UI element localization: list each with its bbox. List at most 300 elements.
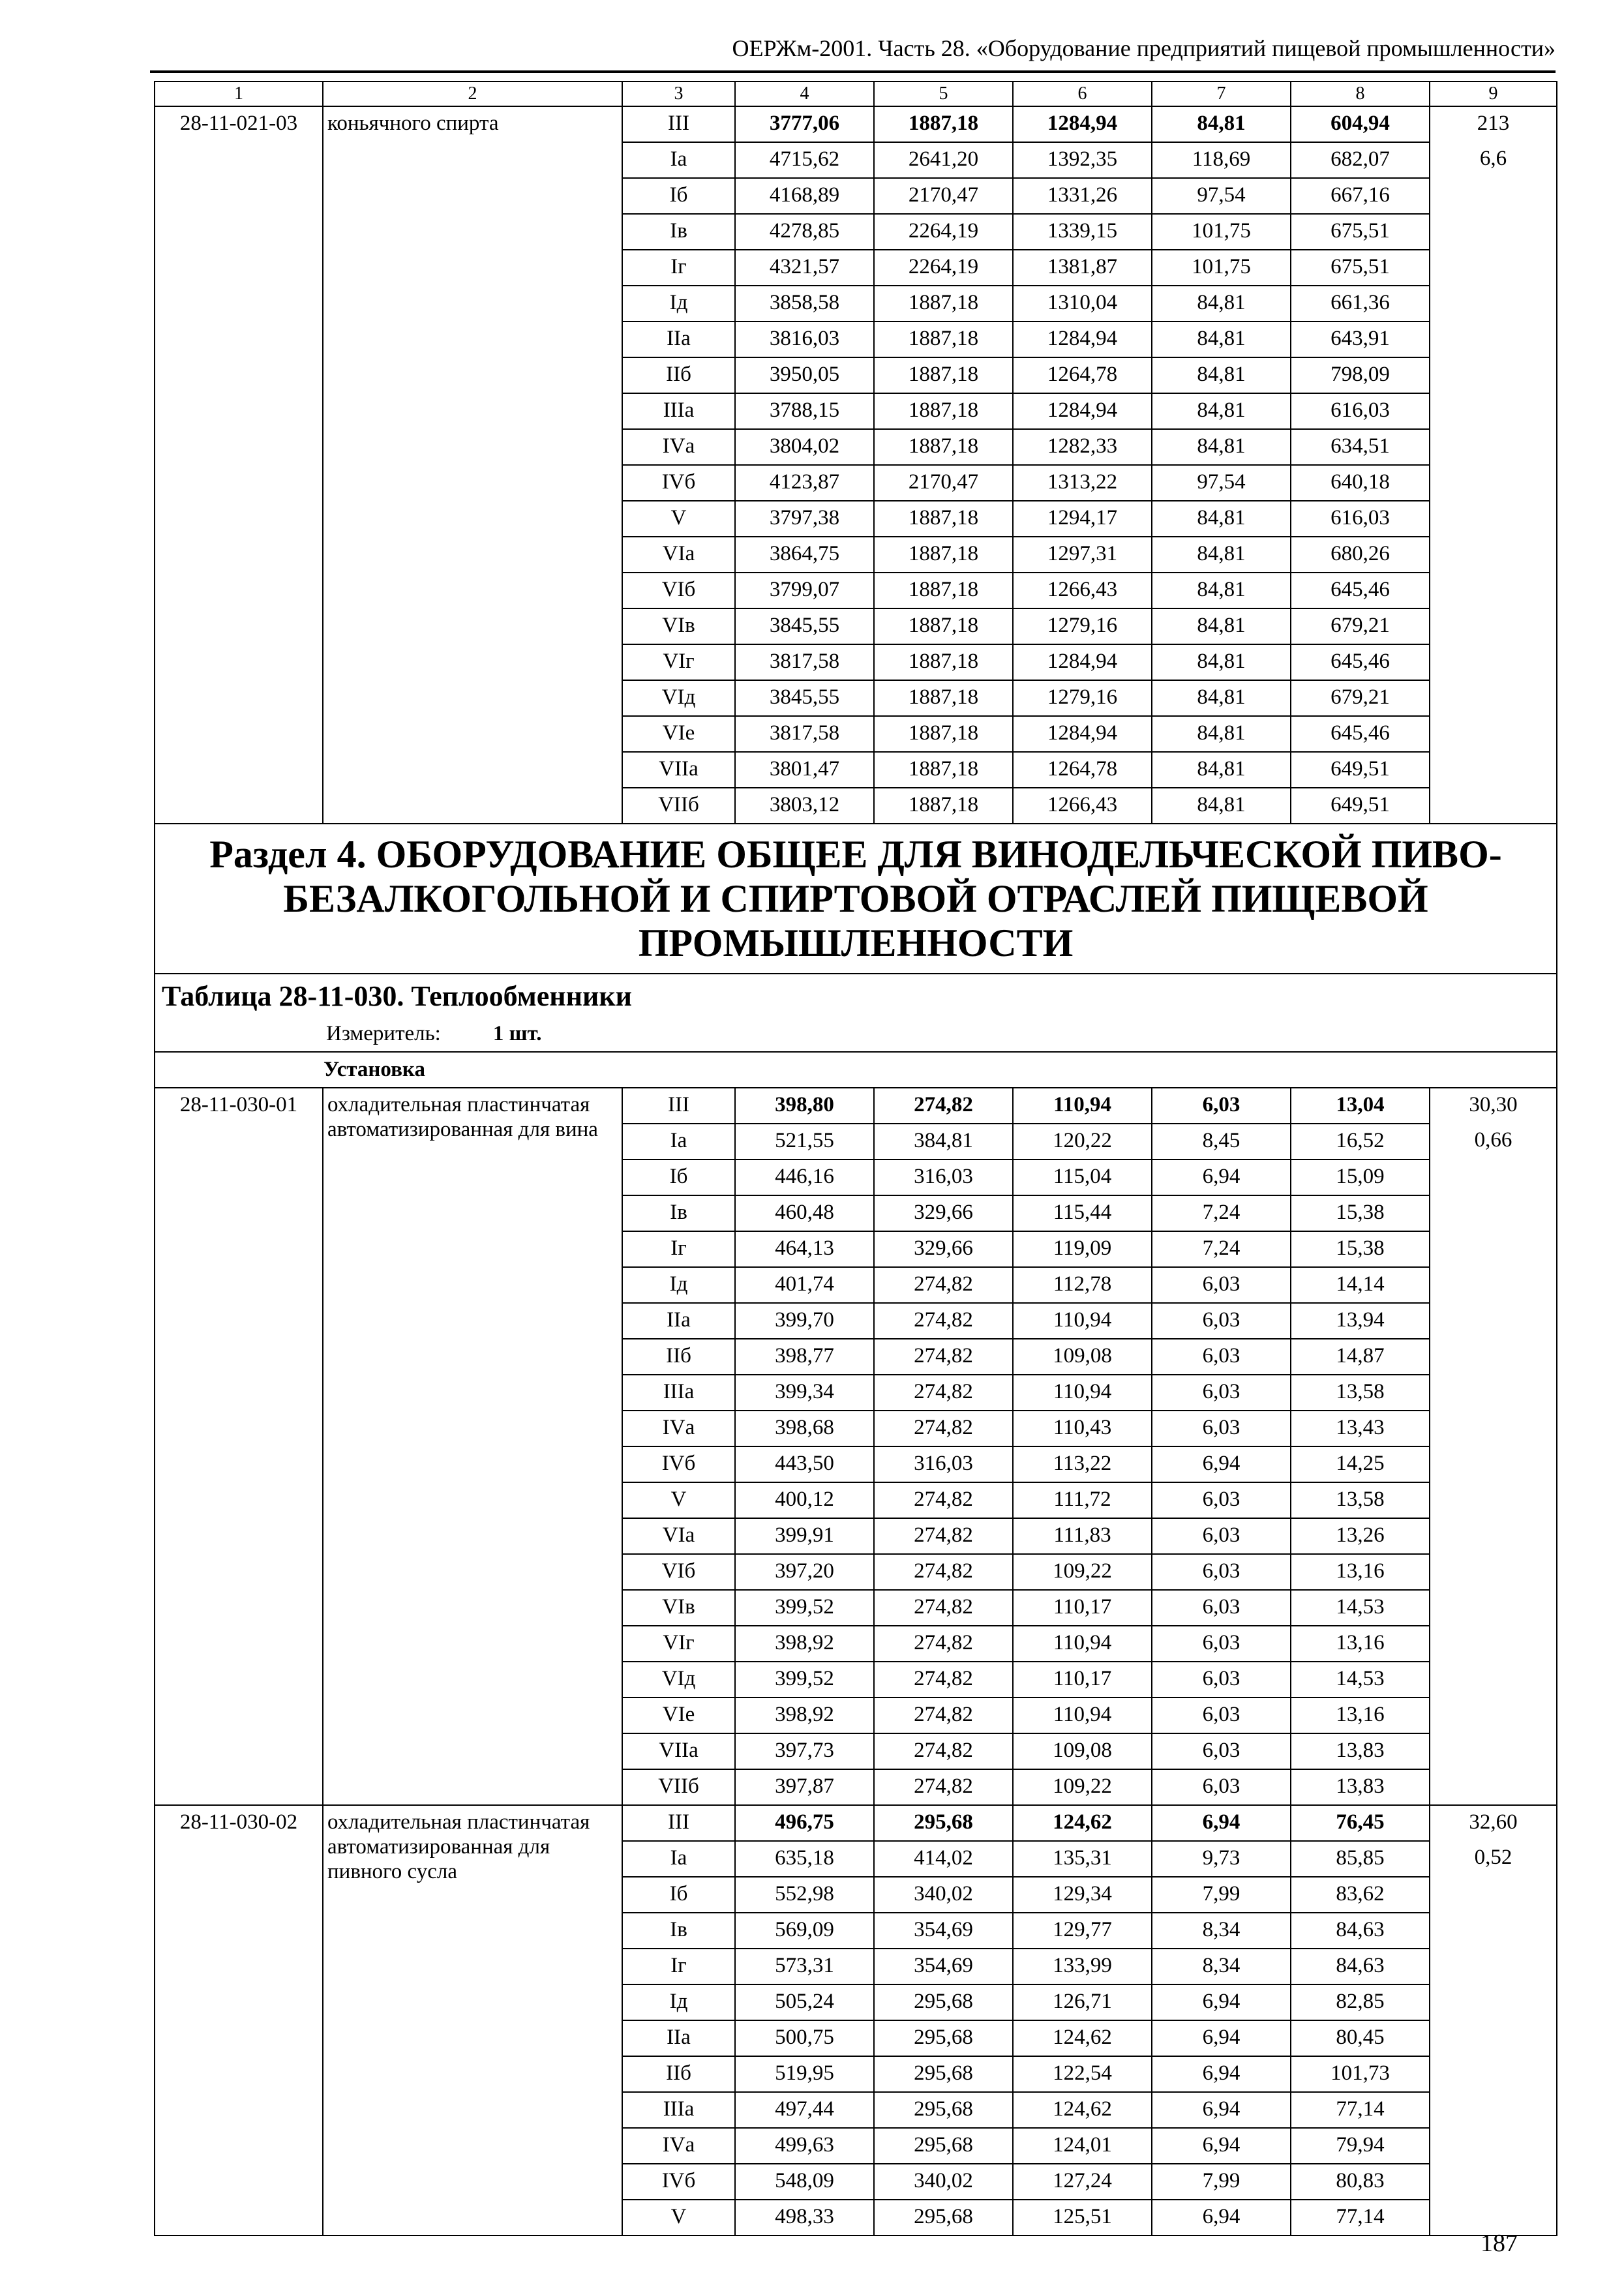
value-cell: 13,43: [1291, 1411, 1430, 1446]
value-cell: 129,34: [1013, 1877, 1152, 1913]
value-cell: 798,09: [1291, 357, 1430, 393]
empty-cell: [1430, 2056, 1557, 2092]
value-cell: 398,92: [735, 1698, 874, 1733]
value-cell: 329,66: [874, 1195, 1013, 1231]
value-cell: 101,73: [1291, 2056, 1430, 2092]
value-cell: 1887,18: [874, 322, 1013, 357]
zone-cell: VIд: [622, 680, 735, 716]
value-cell: 124,01: [1013, 2128, 1152, 2164]
value-cell: 274,82: [874, 1662, 1013, 1698]
header-rule: [150, 70, 1556, 73]
value-cell: 84,81: [1152, 393, 1291, 429]
value-cell: 9,73: [1152, 1841, 1291, 1877]
zone-cell: Iг: [622, 250, 735, 286]
value-cell: 6,03: [1152, 1088, 1291, 1124]
value-cell: 399,34: [735, 1375, 874, 1411]
column-number: 8: [1291, 82, 1430, 106]
zone-cell: V: [622, 501, 735, 537]
value-cell: 6,94: [1152, 2200, 1291, 2236]
value-cell: 6,03: [1152, 1733, 1291, 1769]
value-cell: 2264,19: [874, 250, 1013, 286]
value-cell: 110,17: [1013, 1590, 1152, 1626]
value-cell: 1284,94: [1013, 322, 1152, 357]
empty-cell: [155, 2128, 323, 2164]
value-cell: 274,82: [874, 1088, 1013, 1124]
value-cell: 2641,20: [874, 142, 1013, 178]
zone-cell: IIIа: [622, 2092, 735, 2128]
zone-cell: VIг: [622, 644, 735, 680]
value-cell: 1310,04: [1013, 286, 1152, 322]
section-row: [155, 824, 1557, 974]
empty-cell: [1430, 752, 1557, 788]
value-cell: 101,75: [1152, 250, 1291, 286]
value-cell: 126,71: [1013, 1984, 1152, 2020]
value-cell: 6,94: [1152, 2056, 1291, 2092]
empty-cell: [1430, 644, 1557, 680]
value-cell: 274,82: [874, 1590, 1013, 1626]
value-cell: 119,09: [1013, 1231, 1152, 1267]
empty-cell: [1430, 214, 1557, 250]
empty-cell: [155, 1698, 323, 1733]
value-cell: 110,94: [1013, 1088, 1152, 1124]
zone-cell: VIа: [622, 537, 735, 573]
value-cell: 77,14: [1291, 2092, 1430, 2128]
empty-cell: [155, 1949, 323, 1984]
table-row: [155, 1088, 1557, 1124]
value-cell: 124,62: [1013, 2020, 1152, 2056]
value-cell: 6,94: [1152, 2020, 1291, 2056]
value-cell: 460,48: [735, 1195, 874, 1231]
value-cell: 446,16: [735, 1159, 874, 1195]
section-title: Раздел 4. ОБОРУДОВАНИЕ ОБЩЕЕ ДЛЯ ВИНОДЕЛЬЧЕСКОЙ ПИВО-БЕЗАЛКОГОЛЬНОЙ И СПИРТОВОЙ ОТРАСЛЕЙ ПИЩЕВОЙ ПРОМЫШЛЕННОСТИ: [155, 824, 1557, 974]
value-cell: 3777,06: [735, 106, 874, 142]
table-body: [155, 82, 1557, 2236]
value-cell: 84,81: [1152, 608, 1291, 644]
value-cell: 397,20: [735, 1554, 874, 1590]
value-cell: 1284,94: [1013, 393, 1152, 429]
zone-cell: VIа: [622, 1518, 735, 1554]
zone-cell: Iа: [622, 142, 735, 178]
value-cell: 400,12: [735, 1482, 874, 1518]
col9-second: 6,6: [1430, 142, 1557, 178]
value-cell: 6,03: [1152, 1590, 1291, 1626]
empty-cell: [155, 1841, 323, 1877]
value-cell: 274,82: [874, 1375, 1013, 1411]
empty-cell: [1430, 1482, 1557, 1518]
value-cell: 6,03: [1152, 1267, 1291, 1303]
value-cell: 6,94: [1152, 1805, 1291, 1841]
value-cell: 1887,18: [874, 608, 1013, 644]
value-cell: 1279,16: [1013, 680, 1152, 716]
value-cell: 573,31: [735, 1949, 874, 1984]
value-cell: 84,81: [1152, 680, 1291, 716]
work-name: коньячного спирта: [323, 106, 622, 824]
value-cell: 111,72: [1013, 1482, 1152, 1518]
zone-cell: III: [622, 1088, 735, 1124]
col9-top: 32,60: [1430, 1805, 1557, 1841]
empty-cell: [155, 2092, 323, 2128]
empty-cell: [155, 501, 323, 537]
empty-cell: [1430, 2164, 1557, 2200]
value-cell: 6,03: [1152, 1411, 1291, 1446]
value-cell: 82,85: [1291, 1984, 1430, 2020]
empty-cell: [1430, 2092, 1557, 2128]
value-cell: 6,94: [1152, 1446, 1291, 1482]
value-cell: 15,38: [1291, 1195, 1430, 1231]
column-number: 6: [1013, 82, 1152, 106]
table-title-row: [155, 974, 1557, 1016]
value-cell: 125,51: [1013, 2200, 1152, 2236]
measure-value: 1 шт.: [492, 1022, 542, 1045]
value-cell: 84,81: [1152, 752, 1291, 788]
empty-cell: [1430, 250, 1557, 286]
value-cell: 124,62: [1013, 2092, 1152, 2128]
value-cell: 3788,15: [735, 393, 874, 429]
empty-cell: [1430, 788, 1557, 824]
value-cell: 101,75: [1152, 214, 1291, 250]
value-cell: 498,33: [735, 2200, 874, 2236]
zone-cell: IVа: [622, 2128, 735, 2164]
empty-cell: [1430, 537, 1557, 573]
zone-cell: Iг: [622, 1231, 735, 1267]
value-cell: 8,34: [1152, 1913, 1291, 1949]
value-cell: 295,68: [874, 1805, 1013, 1841]
empty-cell: [155, 1195, 323, 1231]
zone-cell: Iб: [622, 1877, 735, 1913]
value-cell: 295,68: [874, 2200, 1013, 2236]
value-cell: 397,73: [735, 1733, 874, 1769]
zone-cell: V: [622, 1482, 735, 1518]
value-cell: 84,81: [1152, 644, 1291, 680]
value-cell: 667,16: [1291, 178, 1430, 214]
value-cell: 1887,18: [874, 429, 1013, 465]
value-cell: 6,03: [1152, 1303, 1291, 1339]
table-title: Таблица 28-11-030. Теплообменники: [155, 974, 1557, 1016]
empty-cell: [1430, 1195, 1557, 1231]
value-cell: 649,51: [1291, 752, 1430, 788]
value-cell: 15,09: [1291, 1159, 1430, 1195]
value-cell: 6,94: [1152, 2092, 1291, 2128]
value-cell: 109,08: [1013, 1733, 1152, 1769]
value-cell: 6,94: [1152, 1984, 1291, 2020]
empty-cell: [155, 2056, 323, 2092]
empty-cell: [1430, 1662, 1557, 1698]
value-cell: 97,54: [1152, 465, 1291, 501]
value-cell: 3845,55: [735, 608, 874, 644]
value-cell: 340,02: [874, 2164, 1013, 2200]
zone-cell: Iа: [622, 1124, 735, 1159]
value-cell: 3803,12: [735, 788, 874, 824]
value-cell: 4321,57: [735, 250, 874, 286]
value-cell: 316,03: [874, 1159, 1013, 1195]
value-cell: 1331,26: [1013, 178, 1152, 214]
value-cell: 6,03: [1152, 1626, 1291, 1662]
value-cell: 109,08: [1013, 1339, 1152, 1375]
value-cell: 110,94: [1013, 1698, 1152, 1733]
value-cell: 109,22: [1013, 1554, 1152, 1590]
value-cell: 1887,18: [874, 106, 1013, 142]
value-cell: 354,69: [874, 1949, 1013, 1984]
value-cell: 1339,15: [1013, 214, 1152, 250]
empty-cell: [155, 1267, 323, 1303]
table-row: [155, 106, 1557, 142]
empty-cell: [155, 1411, 323, 1446]
value-cell: 80,83: [1291, 2164, 1430, 2200]
zone-cell: Iб: [622, 178, 735, 214]
value-cell: 6,03: [1152, 1482, 1291, 1518]
value-cell: 398,68: [735, 1411, 874, 1446]
value-cell: 1284,94: [1013, 644, 1152, 680]
zone-cell: Iд: [622, 286, 735, 322]
value-cell: 274,82: [874, 1554, 1013, 1590]
value-cell: 8,34: [1152, 1949, 1291, 1984]
value-cell: 274,82: [874, 1626, 1013, 1662]
value-cell: 7,99: [1152, 1877, 1291, 1913]
empty-cell: [155, 1375, 323, 1411]
value-cell: 1887,18: [874, 357, 1013, 393]
subheading-row: [155, 1052, 1557, 1088]
empty-cell: [155, 1446, 323, 1482]
value-cell: 13,26: [1291, 1518, 1430, 1554]
value-cell: 1887,18: [874, 644, 1013, 680]
empty-cell: [1430, 1339, 1557, 1375]
value-cell: 6,94: [1152, 1159, 1291, 1195]
value-cell: 13,58: [1291, 1375, 1430, 1411]
value-cell: 129,77: [1013, 1913, 1152, 1949]
col9-top: 30,30: [1430, 1088, 1557, 1124]
empty-cell: [155, 1554, 323, 1590]
value-cell: 1264,78: [1013, 357, 1152, 393]
column-number: 2: [323, 82, 622, 106]
value-cell: 84,81: [1152, 357, 1291, 393]
value-cell: 16,52: [1291, 1124, 1430, 1159]
zone-cell: IIб: [622, 357, 735, 393]
empty-cell: [1430, 573, 1557, 608]
value-cell: 13,16: [1291, 1554, 1430, 1590]
value-cell: 1284,94: [1013, 716, 1152, 752]
value-cell: 7,24: [1152, 1195, 1291, 1231]
value-cell: 1887,18: [874, 752, 1013, 788]
zone-cell: III: [622, 1805, 735, 1841]
empty-cell: [1430, 322, 1557, 357]
value-cell: 519,95: [735, 2056, 874, 2092]
value-cell: 113,22: [1013, 1446, 1152, 1482]
value-cell: 115,04: [1013, 1159, 1152, 1195]
zone-cell: VIIа: [622, 752, 735, 788]
value-cell: 84,63: [1291, 1913, 1430, 1949]
value-cell: 3804,02: [735, 429, 874, 465]
value-cell: 2170,47: [874, 178, 1013, 214]
value-cell: 84,81: [1152, 429, 1291, 465]
value-cell: 640,18: [1291, 465, 1430, 501]
col9-top: 213: [1430, 106, 1557, 142]
empty-cell: [1430, 429, 1557, 465]
value-cell: 340,02: [874, 1877, 1013, 1913]
value-cell: 110,17: [1013, 1662, 1152, 1698]
zone-cell: VIд: [622, 1662, 735, 1698]
value-cell: 14,14: [1291, 1267, 1430, 1303]
empty-cell: [1430, 1877, 1557, 1913]
value-cell: 3797,38: [735, 501, 874, 537]
value-cell: 1887,18: [874, 788, 1013, 824]
column-number: 5: [874, 82, 1013, 106]
value-cell: 7,99: [1152, 2164, 1291, 2200]
value-cell: 77,14: [1291, 2200, 1430, 2236]
table-row: [155, 1805, 1557, 1841]
zone-cell: VIб: [622, 573, 735, 608]
value-cell: 1264,78: [1013, 752, 1152, 788]
empty-cell: [155, 1913, 323, 1949]
zone-cell: VIIа: [622, 1733, 735, 1769]
empty-cell: [1430, 501, 1557, 537]
zone-cell: VIб: [622, 1554, 735, 1590]
value-cell: 1887,18: [874, 501, 1013, 537]
value-cell: 548,09: [735, 2164, 874, 2200]
empty-cell: [155, 357, 323, 393]
value-cell: 645,46: [1291, 716, 1430, 752]
value-cell: 399,70: [735, 1303, 874, 1339]
empty-cell: [155, 752, 323, 788]
empty-cell: [155, 1662, 323, 1698]
value-cell: 399,91: [735, 1518, 874, 1554]
value-cell: 14,25: [1291, 1446, 1430, 1482]
value-cell: 675,51: [1291, 214, 1430, 250]
value-cell: 1284,94: [1013, 106, 1152, 142]
zone-cell: VIе: [622, 716, 735, 752]
value-cell: 110,94: [1013, 1303, 1152, 1339]
value-cell: 84,63: [1291, 1949, 1430, 1984]
value-cell: 1887,18: [874, 537, 1013, 573]
zone-cell: Iг: [622, 1949, 735, 1984]
value-cell: 661,36: [1291, 286, 1430, 322]
empty-cell: [1430, 1375, 1557, 1411]
value-cell: 84,81: [1152, 573, 1291, 608]
page-number: 187: [1481, 2230, 1518, 2257]
value-cell: 1887,18: [874, 573, 1013, 608]
value-cell: 680,26: [1291, 537, 1430, 573]
work-name: охладительная пластинчатая автоматизированная для вина: [323, 1088, 622, 1805]
empty-cell: [155, 2200, 323, 2236]
rates-table: [154, 81, 1557, 2236]
value-cell: 604,94: [1291, 106, 1430, 142]
value-cell: 14,87: [1291, 1339, 1430, 1375]
measure-label: Измеритель:: [326, 1022, 441, 1045]
value-cell: 643,91: [1291, 322, 1430, 357]
value-cell: 295,68: [874, 2056, 1013, 2092]
empty-cell: [1430, 357, 1557, 393]
empty-cell: [155, 214, 323, 250]
value-cell: 3864,75: [735, 537, 874, 573]
empty-cell: [155, 1518, 323, 1554]
value-cell: 118,69: [1152, 142, 1291, 178]
value-cell: 13,04: [1291, 1088, 1430, 1124]
value-cell: 443,50: [735, 1446, 874, 1482]
value-cell: 505,24: [735, 1984, 874, 2020]
empty-cell: [1430, 286, 1557, 322]
empty-cell: [1430, 1698, 1557, 1733]
value-cell: 499,63: [735, 2128, 874, 2164]
value-cell: 127,24: [1013, 2164, 1152, 2200]
empty-cell: [155, 142, 323, 178]
value-cell: 3817,58: [735, 716, 874, 752]
value-cell: 135,31: [1013, 1841, 1152, 1877]
zone-cell: VIв: [622, 608, 735, 644]
empty-cell: [155, 680, 323, 716]
value-cell: 1282,33: [1013, 429, 1152, 465]
value-cell: 274,82: [874, 1769, 1013, 1805]
column-number: 1: [155, 82, 323, 106]
value-cell: 8,45: [1152, 1124, 1291, 1159]
zone-cell: IIб: [622, 2056, 735, 2092]
empty-cell: [1430, 178, 1557, 214]
value-cell: 1266,43: [1013, 788, 1152, 824]
value-cell: 4168,89: [735, 178, 874, 214]
value-cell: 329,66: [874, 1231, 1013, 1267]
value-cell: 552,98: [735, 1877, 874, 1913]
empty-cell: [1430, 1913, 1557, 1949]
value-cell: 4715,62: [735, 142, 874, 178]
empty-cell: [155, 644, 323, 680]
value-cell: 109,22: [1013, 1769, 1152, 1805]
zone-cell: IIIа: [622, 393, 735, 429]
value-cell: 3801,47: [735, 752, 874, 788]
rate-code: 28-11-021-03: [155, 106, 323, 142]
value-cell: 384,81: [874, 1124, 1013, 1159]
value-cell: 274,82: [874, 1303, 1013, 1339]
empty-cell: [155, 1482, 323, 1518]
value-cell: 398,77: [735, 1339, 874, 1375]
value-cell: 3950,05: [735, 357, 874, 393]
column-number-row: [155, 82, 1557, 106]
value-cell: 84,81: [1152, 537, 1291, 573]
value-cell: 7,24: [1152, 1231, 1291, 1267]
value-cell: 13,16: [1291, 1698, 1430, 1733]
zone-cell: III: [622, 106, 735, 142]
value-cell: 84,81: [1152, 106, 1291, 142]
empty-cell: [1430, 1590, 1557, 1626]
empty-cell: [155, 393, 323, 429]
empty-cell: [155, 788, 323, 824]
value-cell: 1297,31: [1013, 537, 1152, 573]
value-cell: 13,83: [1291, 1733, 1430, 1769]
empty-cell: [155, 1626, 323, 1662]
value-cell: 85,85: [1291, 1841, 1430, 1877]
empty-cell: [1430, 1984, 1557, 2020]
rate-code: 28-11-030-01: [155, 1088, 323, 1124]
value-cell: 84,81: [1152, 716, 1291, 752]
empty-cell: [155, 1124, 323, 1159]
zone-cell: Iд: [622, 1984, 735, 2020]
value-cell: 274,82: [874, 1411, 1013, 1446]
empty-cell: [1430, 716, 1557, 752]
column-number: 7: [1152, 82, 1291, 106]
value-cell: 3845,55: [735, 680, 874, 716]
value-cell: 6,03: [1152, 1698, 1291, 1733]
zone-cell: Iа: [622, 1841, 735, 1877]
value-cell: 110,94: [1013, 1375, 1152, 1411]
empty-cell: [1430, 2128, 1557, 2164]
value-cell: 1294,17: [1013, 501, 1152, 537]
zone-cell: VIIб: [622, 788, 735, 824]
empty-cell: [1430, 1626, 1557, 1662]
empty-cell: [155, 716, 323, 752]
zone-cell: Iв: [622, 214, 735, 250]
rate-code: 28-11-030-02: [155, 1805, 323, 1841]
value-cell: 2264,19: [874, 214, 1013, 250]
empty-cell: [1430, 1159, 1557, 1195]
subheading: Установка: [155, 1052, 1557, 1088]
value-cell: 6,94: [1152, 2128, 1291, 2164]
